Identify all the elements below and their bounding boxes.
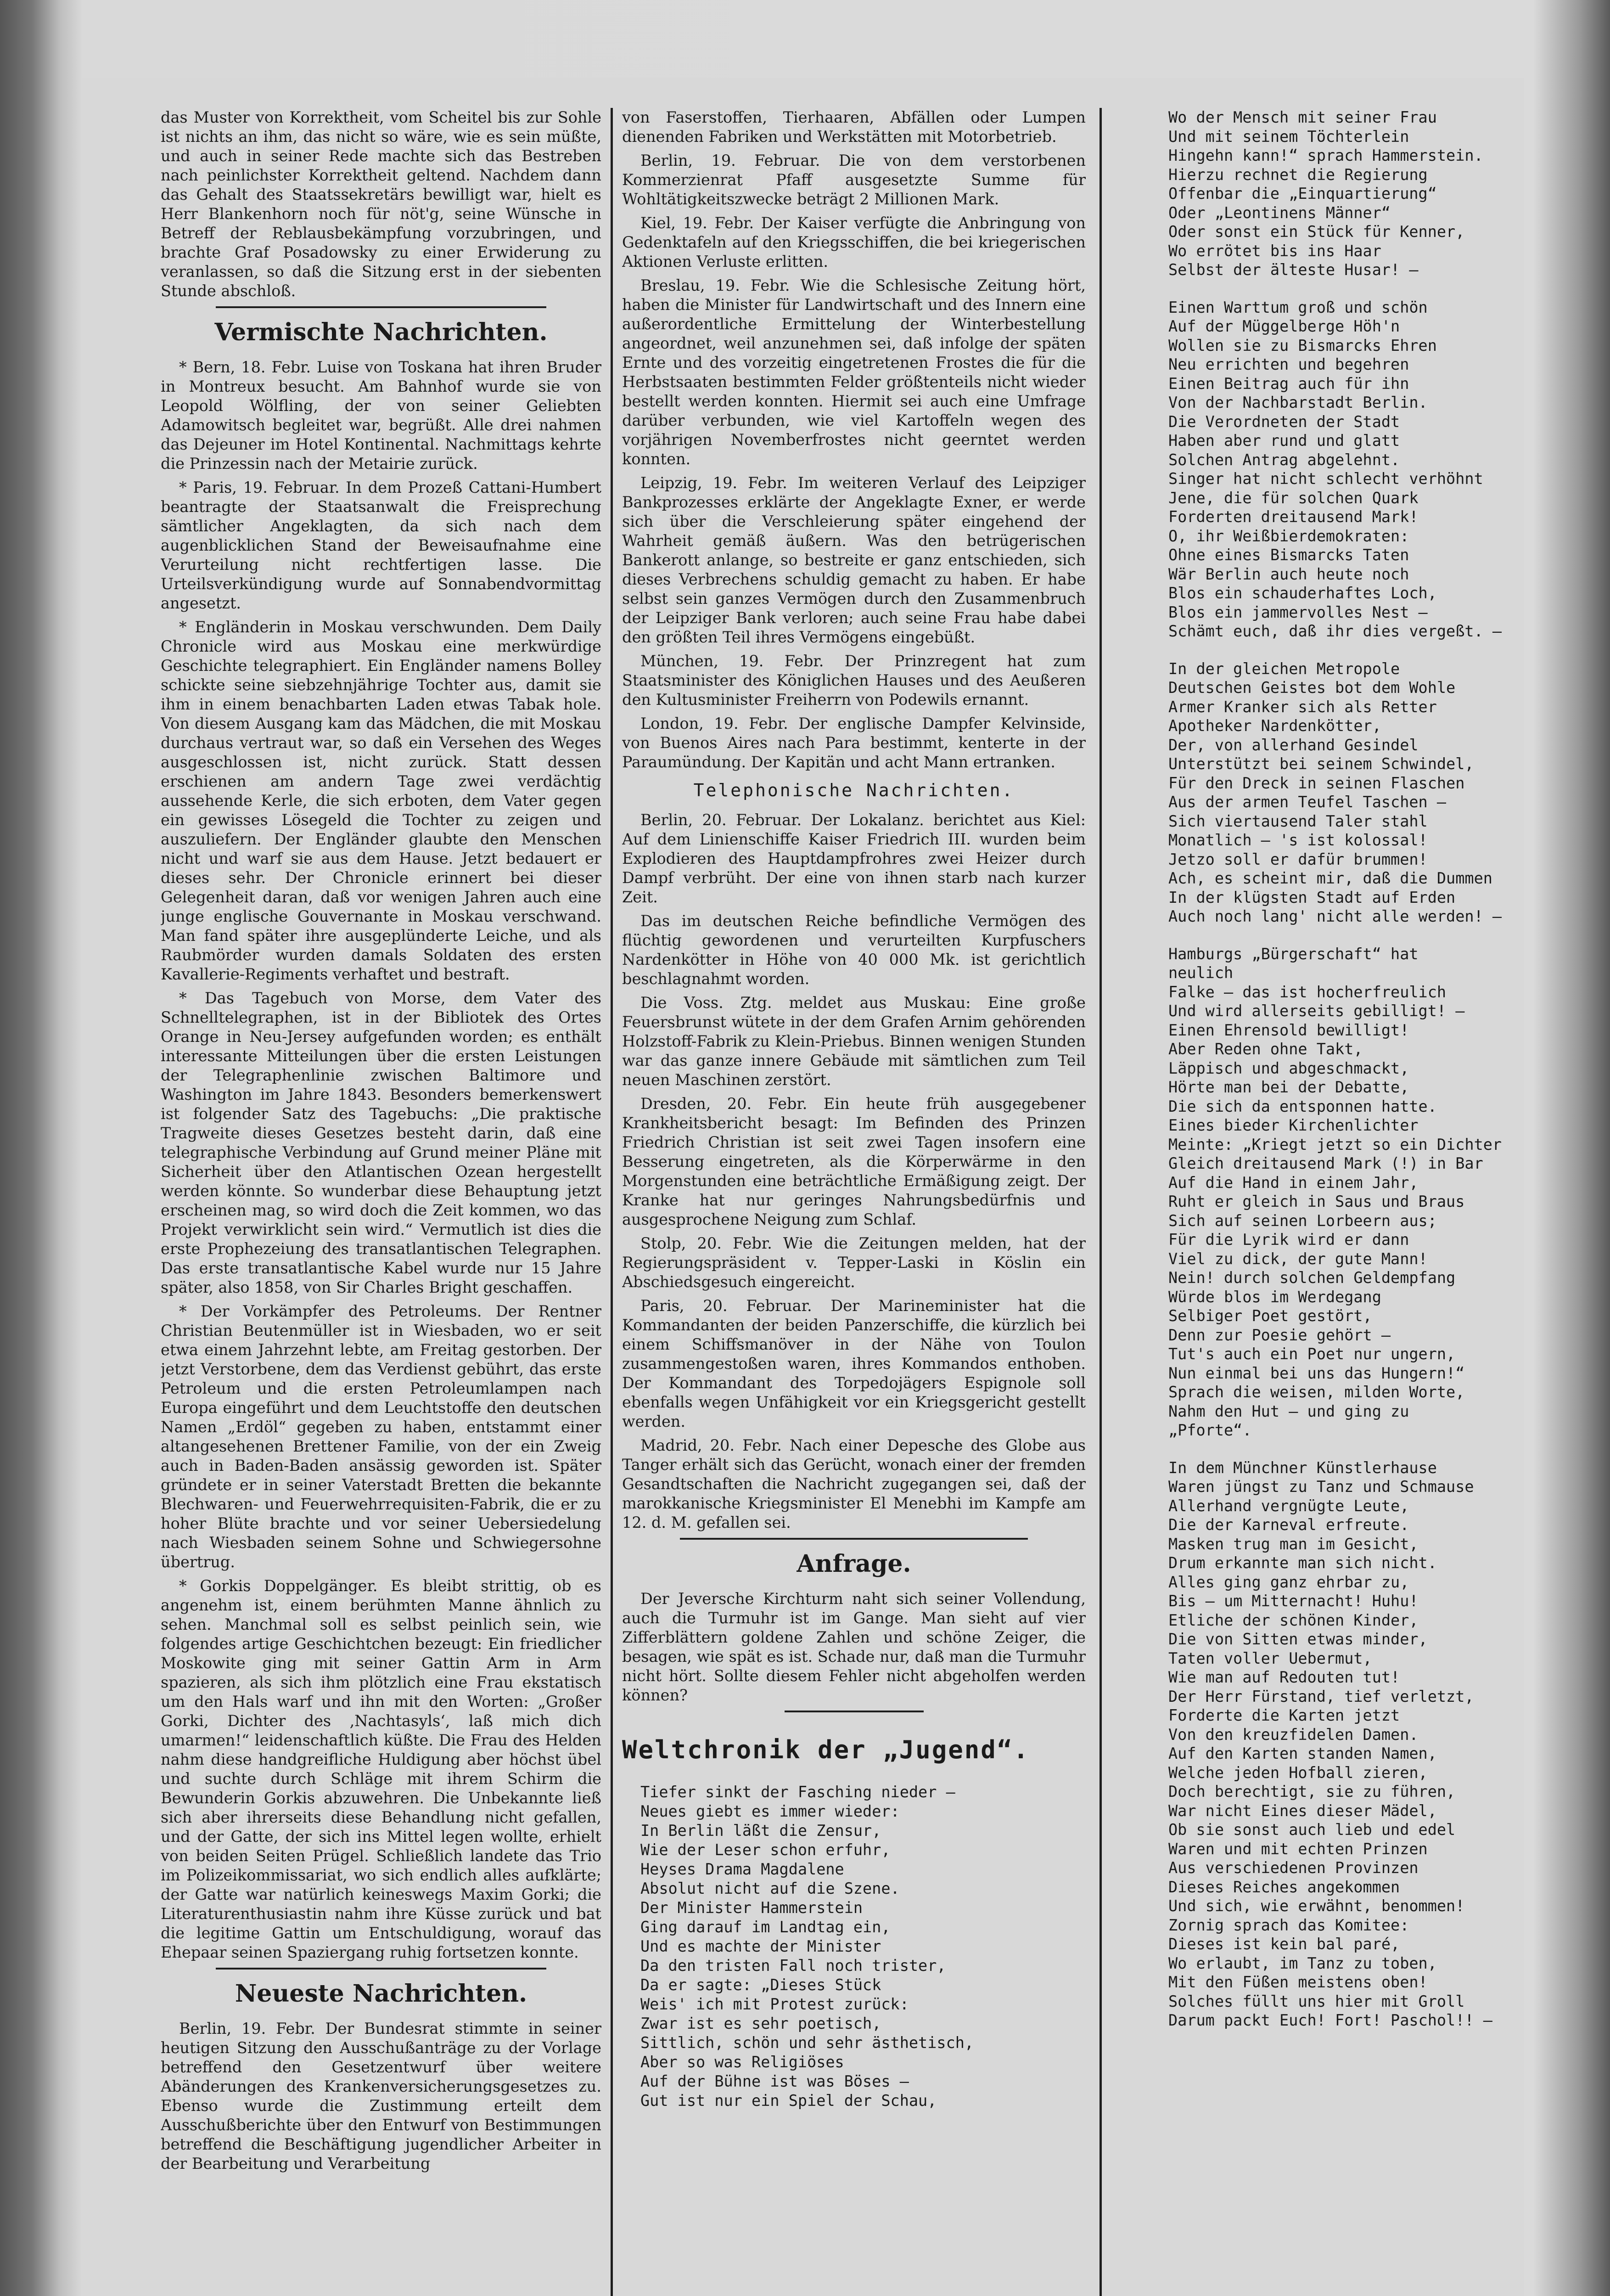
column-rule-left [611, 108, 613, 2296]
news-item: Leipzig, 19. Febr. Im weiteren Verlauf des Leipziger Bankprozesses erklärte der Angeklagte Exner, er werde sich über die Verschleierung später eingehend der Wahrheit gemäß äußern. Was den betrügerischen Bankerott anlange, so bestreite er ganz entschieden, sich dieses Verbrechens schuldig gemacht zu haben. Er habe selbst sein ganzes Vermögen durch den Zusammenbruch der Leipziger Bank verloren; auch seine Frau habe dabei den größten Teil ihres Vermögens eingebüßt. [622, 474, 1086, 646]
column-left [161, 108, 601, 2296]
news-item: Berlin, 20. Februar. Der Lokalanz. berichtet aus Kiel: Auf dem Linienschiffe Kaiser Friedrich III. wurden beim Explodieren des Hauptdampfrohres zwei Heizer durch Dampf verbrüht. Der eine von ihnen starb nach kurzer Zeit. [622, 811, 1086, 906]
section-heading-neueste: Neueste Nachrichten. [235, 1980, 527, 2008]
news-item: Stolp, 20. Febr. Wie die Zeitungen melden, hat der Regierungspräsident v. Tepper-Laski in Köslin ein Abschiedsgesuch eingereicht. [622, 1234, 1086, 1291]
news-item: Madrid, 20. Febr. Nach einer Depesche des Globe aus Tanger erhält sich das Gerücht, wonach einer der fremden Gesandtschaften die Nachricht zugegangen sei, daß der marokkanische Kriegsminister El Menebhi im Kampfe am 12. d. M. gefallen sei. [622, 1436, 1086, 1531]
news-item: * Das Tagebuch von Morse, dem Vater des Schnelltelegraphen, ist in der Bibliotek des Ortes Orange in Neu-Jersey aufgefunden worden; es enthält interessante Mitteilungen über die ersten Leistungen der Telegraphenlinie zwischen Baltimore und Washington im Jahre 1843. Besonders bemerkenswert ist folgender Satz des Tagebuchs: „Die praktische Tragweite dieses Gesetzes besteht darin, daß eine telegraphische Verbindung auf Grund meiner Pläne mit Sicherheit über den Atlantischen Ozean hergestellt werden könnte. So wunderbar diese Behauptung jetzt erscheinen mag, so wird doch die Zeit kommen, wo das Projekt verwirklicht sein wird.“ Vermutlich ist dies die erste Prophezeiung des transatlantischen Telegraphen. Das erste transatlantische Kabel wurde nur 15 Jahre später, also 1858, von Sir Charles Bright geschaffen. [161, 989, 601, 1296]
news-item: London, 19. Febr. Der englische Dampfer Kelvinside, von Buenos Aires nach Para bestimmt, kenterte in der Paraumündung. Der Kapitän und acht Mann ertranken. [622, 715, 1086, 771]
poem-stanza: Tiefer sinkt der Fasching nieder — Neues giebt es immer wieder: In Berlin läßt die Zensur, Wie der Leser schon erfuhr, Heyses Drama Magdalene Absolut nicht auf die Szene. Der Minister Hammerstein Ging darauf im Landtag ein, Und es machte der Minister Da den tristen Fall noch trister, Da er sagte: „Dieses Stück Weis' ich mit Protest zurück: Zwar ist es sehr poetisch, Sittlich, schön und sehr ästhetisch, Aber so was Religiöses Auf der Bühne ist was Böses — Gut ist nur ein Spiel der Schau, [640, 1783, 974, 2110]
poem-stanza: In dem Münchner Künstlerhause Waren jüngst zu Tanz und Schmause Allerhand vergnügte Leute, Die der Karneval erfreute. Masken trug man im Gesicht, Drum erkannte man sich nicht. Alles ging ganz ehrbar zu, Bis — um Mitternacht! Huhu! Etliche der schönen Kinder, Die von Sitten etwas minder, Taten voller Uebermut, Wie man auf Redouten tut! Der Herr Fürstand, tief verletzt, Forderte die Karten jetzt Von den kreuzfidelen Damen. Auf den Karten standen Namen, Welche jeden Hofball zieren, Doch berechtigt, sie zu führen, War nicht Eines dieser Mädel, Ob sie sonst auch lieb und edel Waren und mit echten Prinzen Aus verschiedenen Provinzen Dieses Reiches angekommen Und sich, wie erwähnt, benommen! Zornig sprach das Komitee: Dieses ist kein bal paré, Wo erlaubt, im Tanz zu toben, Mit den Füßen meistens oben! Solches füllt uns hier mit Groll Darum packt Euch! Fort! Paschol!! — [1168, 1458, 1492, 2029]
column-right [1168, 108, 1508, 2296]
news-item: Der Jeversche Kirchturm naht sich seiner Vollendung, auch die Turmuhr ist im Gange. Man sieht auf vier Zifferblättern goldene Zahlen und schöne Zeiger, die besagen, wie spät es ist. Schade nur, daß man die Turmuhr nicht hört. Sollte diesem Fehler nicht abgeholfen werden können? [622, 1590, 1086, 1704]
stanza-gap [1168, 926, 1508, 945]
news-item: Die Voss. Ztg. meldet aus Muskau: Eine große Feuersbrunst wütete in der dem Grafen Arnim gehörenden Holzstoff-Fabrik zu Klein-Priebus. Binnen wenigen Stunden war das ganze innere Gebäude mit sämtlichen zum Teil neuen Maschinen zerstört. [622, 994, 1086, 1089]
news-item: * Der Vorkämpfer des Petroleums. Der Rentner Christian Beutenmüller ist in Wiesbaden, wo er seit etwa einem Jahrzehnt lebte, am Freitag gestorben. Der jetzt Verstorbene, dem das Verdienst gebührt, das erste Petroleum und die ersten Petroleumlampen nach Europa eingeführt und dem Leuchtstoffe den deutschen Namen „Erdöl“ gegeben zu haben, entstammt einer altangesehenen Brettener Familie, von der ein Zweig auch in Baden-Baden ansässig geworden ist. Später gründete er in seiner Vaterstadt Bretten die bekannte Blechwaren- und Feuerwehrrequisiten-Fabrik, die er zu hoher Blüte brachte und vor seiner Uebersiedelung nach Wiesbaden seinem Sohne und Schwiegersohne übertrug. [161, 1302, 601, 1571]
section-heading-vermischte: Vermischte Nachrichten. [214, 318, 548, 346]
stanza-gap [1168, 1440, 1508, 1458]
news-item: München, 19. Febr. Der Prinzregent hat zum Staatsminister des Königlichen Hauses und des Aeußeren den Kultusminister Freiherrn von Podewils ernannt. [622, 652, 1086, 709]
poem-stanza: In der gleichen Metropole Deutschen Geistes bot dem Wohle Armer Kranker sich als Retter Apotheker Nardenkötter, Der, von allerhand Gesindel Unterstützt bei seinem Schwindel, Für den Dreck in seinen Flaschen Aus der armen Teufel Taschen — Sich viertausend Taler stahl Monatlich — 's ist kolossal! Jetzo soll er dafür brummen! Ach, es scheint mir, daß die Dummen In der klügsten Stadt auf Erden Auch noch lang' nicht alle werden! — [1168, 659, 1502, 925]
column-middle [622, 108, 1086, 2296]
separator [680, 1538, 1028, 1540]
news-item: * Bern, 18. Febr. Luise von Toskana hat ihren Bruder in Montreux besucht. Am Bahnhof wurde sie von Leopold Wölfling, der von seiner Geliebten Adamowitsch begleitet war, begrüßt. Alle drei nahmen das Dejeuner im Hotel Kontinental. Nachmittags kehrte die Prinzessin nach der Metairie zurück. [161, 358, 601, 473]
article-intro: das Muster von Korrektheit, vom Scheitel bis zur Sohle ist nichts an ihm, das nicht so wäre, wie es sein müßte, und auch in seiner Rede machte sich das Bestreben nach peinlichster Korrektheit geltend. Nachdem dann das Gehalt des Staatssekretärs bewilligt war, hielt es Herr Blankenhorn noch für nöt'g, seine Wünsche in Betreff der Reblausbekämpfung vorzubringen, und brachte Graf Posadowsky zu einer Erwiderung zu veranlassen, so daß die Sitzung erst in der siebenten Stunde abschloß. [161, 108, 601, 300]
stanza-gap [1168, 280, 1508, 298]
separator [785, 1711, 924, 1712]
news-item: Kiel, 19. Febr. Der Kaiser verfügte die Anbringung von Gedenktafeln auf den Kriegsschiffen, die bei kriegerischen Aktionen Verluste erlitten. [622, 214, 1086, 270]
subheading-telephonische: Telephonische Nachrichten. [693, 780, 1015, 800]
news-item: * Gorkis Doppelgänger. Es bleibt strittig, ob es angenehm ist, einem berühmten Manne ähnlich zu sehen. Manchmal soll es selbst peinlich sein, wie folgendes artige Geschichtchen bezeugt: Ein friedlicher Moskowite ging mit seiner Gattin Arm in Arm spazieren, als sich ihm plötzlich eine Frau ekstatisch um den Hals warf und ihn mit den Worten: „Großer Gorki, Dichter des ‚Nachtasyls‘, laß mich dich umarmen!“ leidenschaftlich küßte. Die Frau des Helden nahm diese handgreifliche Huldigung aber höchst übel und suchte durch Schläge mit ihrem Schirm die Bewunderin Gorkis abzuwehren. Die Unbekannte ließ sich aber ihrerseits diese Behandlung nicht gefallen, und der Gatte, der sich ins Mittel legen wollte, erhielt von beiden Seiten Prügel. Schließlich landete das Trio im Polizeikommissariat, wo sich endlich alles aufklärte; der Gatte war natürlich keineswegs Maxim Gorki; die Literaturenthusiastin nahm ihre Küsse zurück und bat die legitime Gattin um Entschuldigung, worauf das Ehepaar seinen Spaziergang ruhig fortsetzen konnte. [161, 1577, 601, 1961]
news-item: Berlin, 19. Februar. Die von dem verstorbenen Kommerzienrat Pfaff ausgesetzte Summe für Wohltätigkeitszwecke beträgt 2 Millionen Mark. [622, 152, 1086, 208]
news-item: Paris, 20. Februar. Der Marineminister hat die Kommandanten der beiden Panzerschiffe, die kürzlich bei einem Schiffsmanöver in der Nähe von Toulon zusammengestoßen waren, ihres Kommandos enthoben. Der Kommandant des Torpedojägers Espignole soll ebenfalls wegen Unfähigkeit vor ein Kriegsgericht gestellt werden. [622, 1297, 1086, 1430]
news-item: * Engländerin in Moskau verschwunden. Dem Daily Chronicle wird aus Moskau eine merkwürdige Geschichte telegraphiert. Ein Engländer namens Bolley schickte seine siebzehnjährige Tochter aus, damit sie ihm in einem benachbarten Laden etwas Tabak hole. Von diesem Ausgang kam das Mädchen, die mit Moskau durchaus vertraut war, so daß ein Versehen des Weges ausgeschlossen ist, nicht zurück. Statt dessen erschienen am andern Tage zwei verdächtig aussehende Kerle, die sich erboten, dem Vater gegen ein gewisses Lösegeld die Tochter zu zeigen und auszuliefern. Der Engländer glaubte den Menschen nicht und warf sie aus dem Hause. Jetzt bedauert er dieses sehr. Der Chronicle erinnert bei dieser Gelegenheit daran, daß vor wenigen Jahren auch eine junge englische Gouvernante in Moskau verschwand. Man fand später ihre ausgeplünderte Leiche, und als Raubmörder wurden damals Soldaten des ersten Kavallerie-Regiments verhaftet und bestraft. [161, 618, 601, 983]
column-rule-right [1100, 108, 1102, 2296]
poem-stanza: Hamburgs „Bürgerschaft“ hat neulich Falke — das ist hocherfreulich Und wird allerseits gebilligt! — Einen Ehrensold bewilligt! Aber Reden ohne Takt, Läppisch und abgeschmackt, Hörte man bei der Debatte, Die sich da entsponnen hatte. Eines bieder Kirchenlichter Meinte: „Kriegt jetzt so ein Dichter Gleich dreitausend Mark (!) in Bar Auf die Hand in einem Jahr, Ruht er gleich in Saus und Braus Sich auf seinen Lorbeern aus; Für die Lyrik wird er dann Viel zu dick, der gute Mann! Nein! durch solchen Geldempfang Würde blos im Werdegang Selbiger Poet gestört, Denn zur Poesie gehört — Tut's auch ein Poet nur ungern, Nun einmal bei uns das Hungern!“ Sprach die weisen, milden Worte, Nahm den Hut — und ging zu „Pforte“. [1168, 945, 1502, 1439]
news-item: Das im deutschen Reiche befindliche Vermögen des flüchtig gewordenen und verurteilten Kurpfuschers Nardenkötter in Höhe von 40 000 Mk. ist gerichtlich beschlagnahmt worden. [622, 912, 1086, 988]
news-item: * Paris, 19. Februar. In dem Prozeß Cattani-Humbert beantragte der Staatsanwalt die Freisprechung sämtlicher Angeklagten, da sich nach dem augenblicklichen Stand der Beweisaufnahme eine Verurteilung nicht rechtfertigen lasse. Die Urteilsverkündigung wurde auf Sonnabendvormittag angesetzt. [161, 478, 601, 612]
news-item: Berlin, 19. Febr. Der Bundesrat stimmte in seiner heutigen Sitzung den Ausschußanträge zu der Vorlage betreffend den Gesetzentwurf über weitere Abänderungen des Krankenversicherungsgesetzes zu. Ebenso wurde die Zustimmung erteilt dem Ausschußberichte über den Entwurf von Bestimmungen betreffend die Beschäftigung jugendlicher Arbeiter in der Bearbeitung und Verarbeitung [161, 2020, 601, 2172]
poem-stanza: Einen Warttum groß und schön Auf der Müggelberge Höh'n Wollen sie zu Bismarcks Ehren Neu errichten und begehren Einen Beitrag auch für ihn Von der Nachbarstadt Berlin. Die Verordneten der Stadt Haben aber rund und glatt Solchen Antrag abgelehnt. Singer hat nicht schlecht verhöhnt Jene, die für solchen Quark Forderten dreitausend Mark! O, ihr Weißbierdemokraten: Ohne eines Bismarcks Taten Wär Berlin auch heute noch Blos ein schauderhaftes Loch, Blos ein jammervolles Nest — Schämt euch, daß ihr dies vergeßt. — [1168, 298, 1502, 640]
news-item: von Faserstoffen, Tierhaaren, Abfällen oder Lumpen dienenden Fabriken und Werkstätten mit Motorbetrieb. [622, 108, 1086, 146]
news-item: Breslau, 19. Febr. Wie die Schlesische Zeitung hört, haben die Minister für Landwirtschaft und des Innern eine außerordentliche Ermittelung der Winterbestellung angeordnet, weil anzunehmen sei, daß infolge der späten Ernte und des vorzeitig eingetretenen Frostes die für die Herbstsaaten bestimmten Felder größtenteils nicht wieder bestellt werden konnten. Hiermit sei auch eine Umfrage darüber verbunden, wie viel Kartoffeln wegen des vorjährigen Novemberfrostes nicht geerntet werden konnten. [622, 276, 1086, 468]
section-heading-anfrage: Anfrage. [797, 1550, 911, 1578]
poem-stanza: Wo der Mensch mit seiner Frau Und mit seinem Töchterlein Hingehn kann!“ sprach Hammerstein. Hierzu rechnet die Regierung Offenbar die „Einquartierung“ Oder „Leontinens Männer“ Oder sonst ein Stück für Kenner, Wo errötet bis ins Haar Selbst der älteste Husar! — [1168, 108, 1483, 279]
separator [216, 306, 546, 308]
stanza-gap [1168, 641, 1508, 659]
poem-title: Weltchronik der „Jugend“. [622, 1735, 1030, 1764]
news-item: Dresden, 20. Febr. Ein heute früh ausgegebener Krankheitsbericht besagt: Im Befinden des Prinzen Friedrich Christian ist seit zwei Tagen insofern eine Besserung eingetreten, als die Körperwärme in den Morgenstunden eine beträchtliche Ermäßigung zeigt. Der Kranke hat nur geringes Nahrungsbedürfnis und ausgesprochene Neigung zum Schlaf. [622, 1095, 1086, 1228]
separator [216, 1968, 546, 1970]
